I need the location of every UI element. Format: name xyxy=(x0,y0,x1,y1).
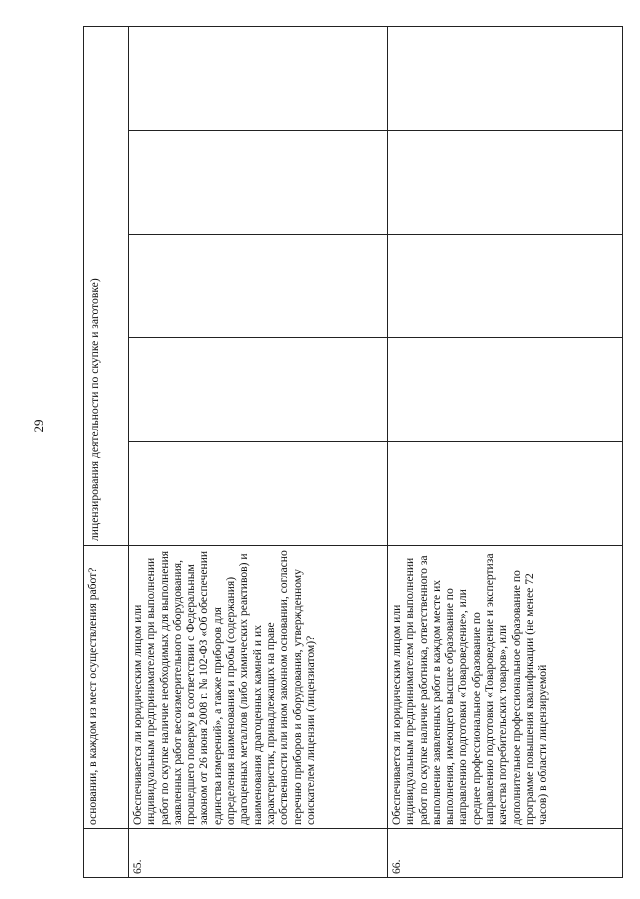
section-heading: лицензирования деятельности по скупке и заготовке) xyxy=(88,278,101,541)
answer-cell xyxy=(129,234,388,338)
table-row xyxy=(129,27,388,878)
row-number: 66. xyxy=(388,829,623,878)
rotated-table-area xyxy=(83,26,603,878)
answer-cell xyxy=(388,338,623,442)
rotated-page-content xyxy=(83,26,603,878)
answer-cell xyxy=(388,234,623,338)
checklist-table xyxy=(83,26,623,878)
answer-cell xyxy=(129,338,388,442)
row-number: 65. xyxy=(129,829,388,878)
answer-cell xyxy=(388,130,623,234)
answer-cell xyxy=(129,130,388,234)
continuation-cell: основании, в каждом из мест осуществления работ? xyxy=(84,546,129,829)
reference-cell xyxy=(129,442,388,546)
number-cell xyxy=(84,829,129,878)
reference-cell xyxy=(388,442,623,546)
note-cell xyxy=(388,27,623,131)
table-row xyxy=(84,27,129,878)
page-number: 29 xyxy=(31,419,46,433)
question-text: Обеспечивается ли юридическим лицом или индивидуальным предпринимателем при выполнении работ по скупке наличие необходимых для выполнения заявленных работ весоизмерительного оборудования, прошедшего поверку в соответствии с Федеральным законом от 26 июня 2008 г. № 102-ФЗ «Об обеспечении единства измерений», а также приборов для определения наименования и пробы (содержания) драгоценных металлов (либо химических реактивов) и наименования драгоценных камней и их характеристик, принадлежащих на праве собственности или ином законном основании, согласно перечню приборов и оборудования, утвержденному соискателем лицензии (лицензиатом)? xyxy=(129,546,388,829)
section-heading-cell xyxy=(84,27,129,546)
question-text: Обеспечивается ли юридическим лицом или индивидуальным предпринимателем при выполнении работ по скупке наличие работника, ответственного за выполнение заявленных работ в каждом месте их выполнения, имеющего высшее образование по направлению подготовки «Товароведение», или среднее профессиональное образование по направлению подготовки «Товароведение и экспертиза качества потребительских товаров», или дополнительное профессиональное образование по программе повышения квалификации (не менее 72 часов) в области лицензируемой xyxy=(388,546,623,829)
table-row xyxy=(388,27,623,878)
note-cell xyxy=(129,27,388,131)
